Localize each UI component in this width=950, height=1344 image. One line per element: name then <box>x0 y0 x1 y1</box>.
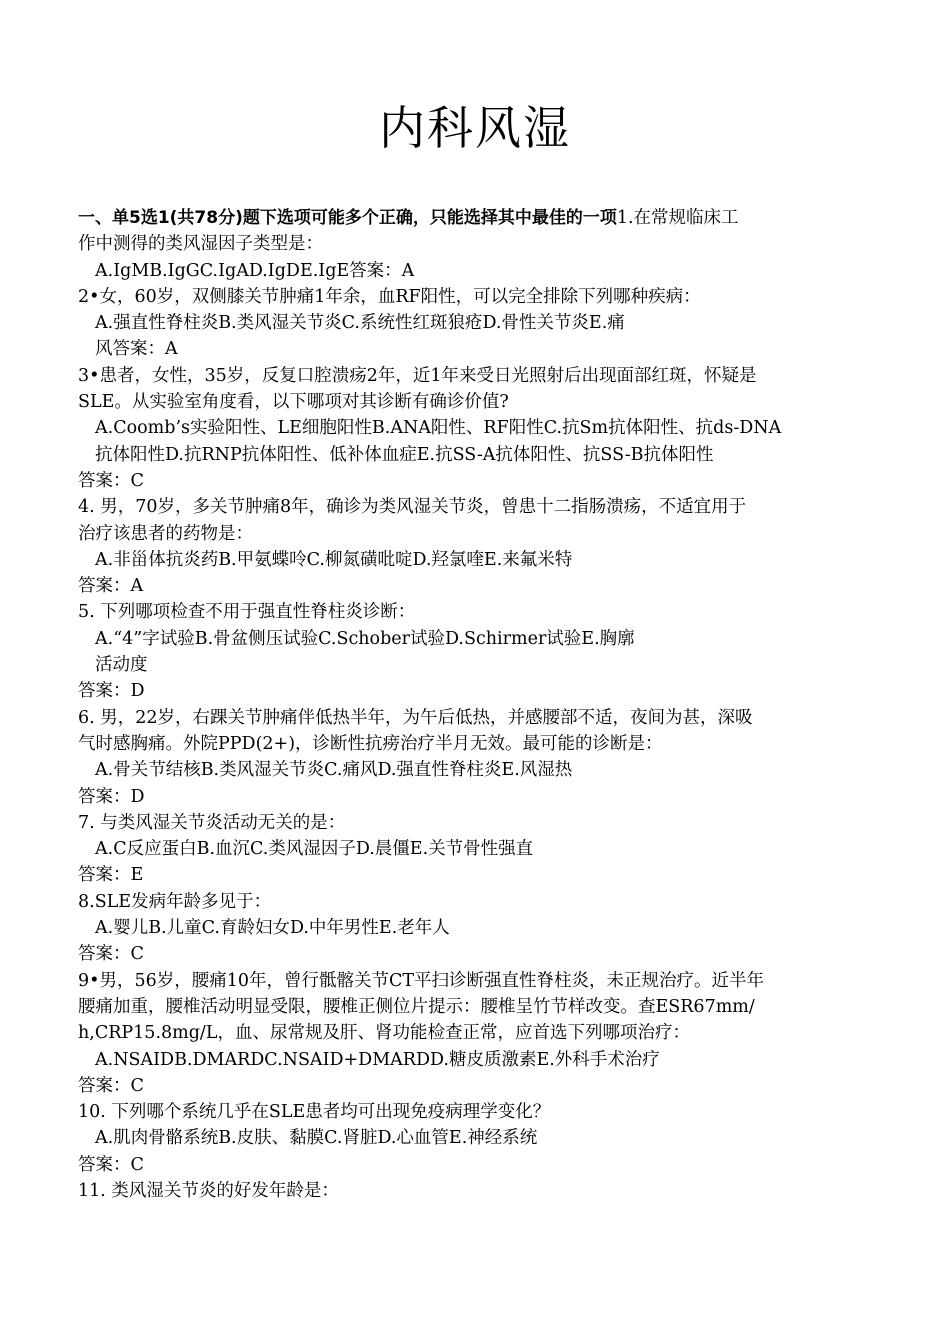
text-line <box>78 968 878 994</box>
line-text: 11. 类风湿关节炎的好发年龄是： <box>78 1180 339 1201</box>
line-text: 治疗该患者的药物是： <box>78 523 253 544</box>
text-line <box>78 231 878 257</box>
text-line <box>78 1020 878 1046</box>
text-line <box>78 1125 878 1151</box>
section-heading: 一、单5选1(共78分)题下选项可能多个正确，只能选择其中最佳的一项 <box>78 208 617 228</box>
line-text: 答案：E <box>78 865 144 886</box>
line-text: 7. 与类风湿关节炎活动无关的是： <box>78 812 346 833</box>
text-line <box>78 626 878 652</box>
line-text: A.骨关节结核B.类风湿关节炎C.痛风D.强直性脊柱炎E.风湿热 <box>95 760 573 781</box>
text-line <box>78 652 878 678</box>
text-line <box>78 363 878 389</box>
line-text: 气时感胸痛。外院PPD(2+)，诊断性抗痨治疗半月无效。最可能的诊断是： <box>78 733 663 754</box>
text-line <box>78 547 878 573</box>
text-line <box>78 1073 878 1099</box>
line-text: SLE。从实验室角度看，以下哪项对其诊断有确诊价值? <box>78 392 509 413</box>
text-line <box>78 1047 878 1073</box>
text-line <box>78 599 878 625</box>
line-text: 答案：D <box>78 681 145 702</box>
line-text: 8.SLE发病年龄多见于： <box>78 891 272 912</box>
line-text: 5. 下列哪项检查不用于强直性脊柱炎诊断： <box>78 602 416 623</box>
text-line <box>78 389 878 415</box>
text-line <box>78 310 878 336</box>
line-text: 答案：A <box>78 576 144 597</box>
line-text: A.“4”字试验B.骨盆侧压试验C.Schober试验D.Schirmer试验E.胸廓 <box>95 628 635 649</box>
text-line <box>78 836 878 862</box>
text-line <box>78 889 878 915</box>
line-text: A.强直性脊柱炎B.类风湿关节炎C.系统性红斑狼疮D.骨性关节炎E.痛 <box>95 313 625 334</box>
text-line <box>78 915 878 941</box>
text-line <box>78 415 878 441</box>
line-text: 作中测得的类风湿因子类型是： <box>78 234 323 255</box>
line-text: A.Coomb’s实验阳性、LE细胞阳性B.ANA阳性、RF阳性C.抗Sm抗体阳性、抗ds-DNA <box>95 418 782 439</box>
line-text: 腰痛加重，腰椎活动明显受限，腰椎正侧位片提示：腰椎呈竹节样改变。查ESR67mm/ <box>78 996 755 1017</box>
text-line <box>78 521 878 547</box>
line-text: 风答案：A <box>95 339 178 360</box>
line-text: 10. 下列哪个系统几乎在SLE患者均可出现免疫病理学变化？ <box>78 1102 551 1123</box>
line-text: 3•患者，女性，35岁，反复口腔溃疡2年，近1年来受日光照射后出现面部红斑，怀疑是 <box>78 365 757 386</box>
text-line <box>78 494 878 520</box>
text-line <box>78 1178 878 1204</box>
line-text: 答案：C <box>78 1075 144 1096</box>
line-text: 活动度 <box>95 655 148 676</box>
line-text: A.肌肉骨骼系统B.皮肤、黏膜C.肾脏D.心血管E.神经系统 <box>95 1128 538 1149</box>
line-text: A.婴儿B.儿童C.育龄妇女D.中年男性E.老年人 <box>95 918 450 939</box>
line-text: 9•男，56岁，腰痛10年，曾行骶髂关节CT平扫诊断强直性脊柱炎，未正规治疗。近半年 <box>78 970 765 991</box>
line-text: 答案：C <box>78 1154 144 1175</box>
text-line <box>78 573 878 599</box>
text-line <box>78 1099 878 1125</box>
text-line <box>78 757 878 783</box>
line-text: 答案：D <box>78 786 145 807</box>
text-line <box>78 994 878 1020</box>
text-line <box>78 678 878 704</box>
text-line <box>78 336 878 362</box>
text-line <box>78 468 878 494</box>
line-text: 6. 男，22岁，右踝关节肿痛伴低热半年，为午后低热，并感腰部不适，夜间为甚，深吸 <box>78 707 753 728</box>
line-text: 1.在常规临床工 <box>616 208 739 228</box>
text-line <box>78 284 878 310</box>
line-text: 2•女，60岁，双侧膝关节肿痛1年余，血RF阳性，可以完全排除下列哪种疾病： <box>78 286 701 307</box>
line-text: 4. 男，70岁，多关节肿痛8年，确诊为类风湿关节炎，曾患十二指肠溃疡，不适宜用于 <box>78 497 747 518</box>
document-body <box>78 205 878 1204</box>
text-line <box>78 442 878 468</box>
line-text: A.非甾体抗炎药B.甲氨蝶呤C.柳氮磺吡啶D.羟氯喹E.来氟米特 <box>95 549 573 570</box>
text-line <box>78 941 878 967</box>
text-line <box>78 810 878 836</box>
line-text: h,CRP15.8mg/L，血、尿常规及肝、肾功能检查正常，应首选下列哪项治疗： <box>78 1023 690 1044</box>
text-line <box>78 784 878 810</box>
line-text: A.IgMB.IgGC.IgAD.IgDE.IgE答案：A <box>95 260 415 281</box>
text-line <box>78 205 878 231</box>
text-line <box>78 862 878 888</box>
text-line <box>78 1152 878 1178</box>
text-line <box>78 705 878 731</box>
line-text: 答案：C <box>78 944 144 965</box>
line-text: A.C反应蛋白B.血沉C.类风湿因子D.晨僵E.关节骨性强直 <box>95 839 534 860</box>
text-line <box>78 258 878 284</box>
text-line <box>78 731 878 757</box>
line-text: 答案：C <box>78 470 144 491</box>
line-text: A.NSAIDB.DMARDC.NSAID+DMARDD.糖皮质激素E.外科手术治疗 <box>95 1049 660 1070</box>
line-text: 抗体阳性D.抗RNP抗体阳性、低补体血症E.抗SS-A抗体阳性、抗SS-B抗体阳性 <box>95 444 714 465</box>
document-title: 内科风湿 <box>379 101 571 155</box>
